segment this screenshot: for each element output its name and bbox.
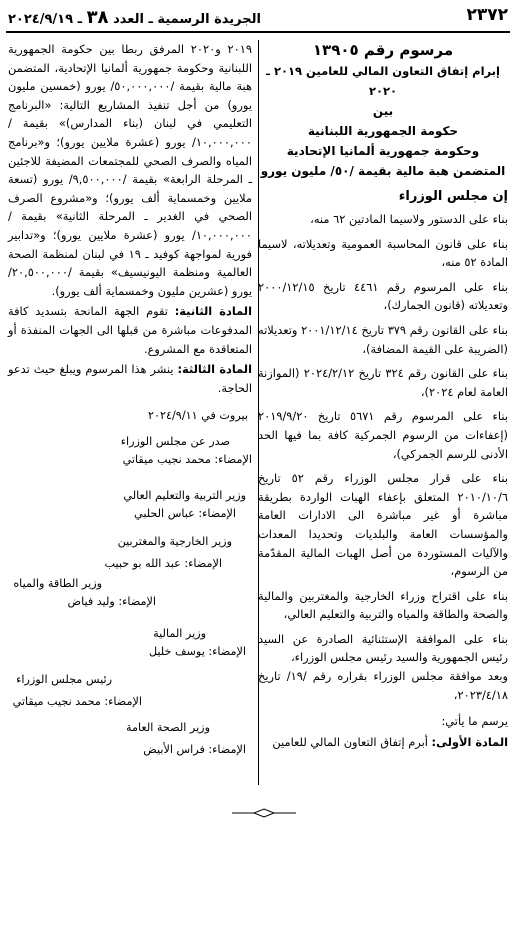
issuer-title: صدر عن مجلس الوزراء xyxy=(120,435,230,449)
left-column xyxy=(8,40,252,759)
article-two xyxy=(8,302,252,358)
article-three-label: المادة الثالثة: xyxy=(177,362,252,377)
decree-party-lebanon: حكومة الجمهورية اللبنانية xyxy=(307,124,459,138)
article-one-text: أبرم إتفاق التعاون المالي للعامين xyxy=(272,734,428,749)
article-one-label: المادة الأولى: xyxy=(431,734,508,749)
preamble-paragraph: بناء على الدستور ولاسيما المادتين ٦٢ منه، xyxy=(310,212,508,226)
council-heading: إن مجلس الوزراء xyxy=(398,189,508,204)
preamble xyxy=(258,210,508,704)
column-divider xyxy=(258,40,259,785)
preamble-paragraph: وبعد موافقة مجلس الوزراء بقراره رقم /١٩/ تاريخ ٢٠٢٣/٤/١٨، xyxy=(258,669,508,702)
decree-between: بين xyxy=(372,104,394,118)
preamble-paragraph: بناء على اقتراح وزراء الخارجية والمغتربين والمالية والصحة والطاقة والمياه والتربية والتعليم العالي، xyxy=(258,588,508,622)
header-rule xyxy=(6,31,510,33)
preamble-paragraph: بناء على المرسوم رقم ٤٤٦١ تاريخ ٢٠٠٠/١٢/١٥ وتعديلاته (قانون الجمارك)، xyxy=(258,279,508,313)
minister-signature-name: الإمضاء: محمد نجيب ميقاتي xyxy=(12,695,142,709)
gazette-page xyxy=(6,4,510,930)
minister-signature-name: الإمضاء: وليد فياض xyxy=(67,595,156,609)
minister-title: وزير الصحة العامة xyxy=(126,721,210,735)
minister-signature-name: الإمضاء: عبد الله بو حبيب xyxy=(104,557,222,571)
article-one-continuation: ٢٠١٩ و٢٠٢٠ المرفق ربطا بين حكومة الجمهورية اللبنانية وحكومة جمهورية ألمانيا الإتحادية، المتضمن هبة مالية بقيمة /٥٠,٠٠٠,٠٠٠/ يورو (خمسين مليون يورو) من أجل تنفيذ المشاريع التالية: «البرنامج التعليمي في لبنان (بناء المدارس)» بقيمة /١٠,٠٠٠,٠٠٠/ يورو (عشرة ملايين يورو)؛ و«برنامج المياه والصرف الصحي للمجتمعات المضيفة للاجئين ـ المرحلة الرابعة» بقيمة /٩,٥٠٠,٠٠٠/ يورو (تسعة ملايين وخمسماية ألف يورو)؛ و«مشروع الصرف الصحي في الغدير ـ المرحلة الثانية» بقيمة /١٠,٠٠٠,٠٠٠/ يورو (عشرة ملايين يورو)؛ و«تدابير فورية لمواجهة كوفيد ـ ١٩ في لبنان لمنظمة الصحة العالمية ومنظمة اليونيسيف» بقيمة /٢٠,٥٠٠,٠٠٠/ يورو (عشرين مليون وخمسماية ألف يورو). xyxy=(8,42,252,298)
issue-date: ـ ٢٠٢٤/٩/١٩ xyxy=(8,12,83,27)
preamble-paragraph: بناء على الموافقة الإستثنائية الصادرة عن السيد رئيس الجمهورية والسيد رئيس مجلس الوزراء، xyxy=(258,631,508,665)
minister-signature xyxy=(8,671,252,711)
decree-title: مرسوم رقم ١٣٩٠٥ xyxy=(312,41,454,59)
gazette-running-title xyxy=(8,7,261,28)
minister-title: وزير المالية xyxy=(153,627,206,641)
page-number: ٢٣٧٢ xyxy=(466,5,508,25)
page-header xyxy=(6,4,510,30)
minister-title: رئيس مجلس الوزراء xyxy=(16,673,112,687)
article-two-label: المادة الثانية: xyxy=(174,304,252,319)
preamble-paragraph: بناء على القانون رقم ٣٧٩ تاريخ ٢٠٠١/١٢/١٤ وتعديلاته (الضريبة على القيمة المضافة)، xyxy=(258,322,509,356)
minister-signature xyxy=(8,625,252,661)
issue-number: ٣٨ xyxy=(86,7,109,28)
article-three-text: ينشر هذا المرسوم ويبلغ حيث تدعو الحاجة. xyxy=(8,362,252,395)
minister-title: وزير الطاقة والمياه xyxy=(13,577,102,591)
minister-signature xyxy=(8,593,252,611)
right-column xyxy=(258,40,508,751)
minister-signature xyxy=(8,719,252,759)
end-ornament-icon xyxy=(232,808,296,818)
minister-signature xyxy=(8,487,252,523)
minister-signature xyxy=(8,533,252,573)
place-date: بيروت في ٢٠٢٤/٩/١١ xyxy=(148,409,248,423)
preamble-paragraph: بناء على قانون المحاسبة العمومية وتعديلاته، لاسيما المادة ٥٢ منه، xyxy=(258,236,508,270)
minister-signature-name: الإمضاء: يوسف خليل xyxy=(148,645,246,659)
minister-title: وزير الخارجية والمغتربين xyxy=(117,535,232,549)
issuer-signature: الإمضاء: محمد نجيب ميقاتي xyxy=(122,453,252,467)
issuer-block xyxy=(8,433,252,469)
article-three xyxy=(8,360,252,397)
article-two-text: تقوم الجهة المانحة بتسديد كافة المدفوعات مباشرة من قبلها الى الجهات المنفذة أو المتعاقدة مع المشروع. xyxy=(8,304,252,356)
minister-signature-name: الإمضاء: عباس الحلبي xyxy=(134,507,236,521)
decides-line: يرسم ما يأتي: xyxy=(441,714,508,729)
preamble-paragraph: بناء على قرار مجلس الوزراء رقم ٥٢ تاريخ ٢٠١٠/١٠/٦ المتعلق بإعفاء الهبات الواردة بطريقة مباشرة أو غير مباشرة الى الادارات العامة والمؤسسات العامة والبلديات وتحديدا المعدات والآليات المستوردة من أصل الهبات المالية المقدّمة من الرسوم، xyxy=(258,471,508,579)
gazette-name: الجريدة الرسمية ـ العدد xyxy=(113,12,261,27)
decree-party-germany: وحكومة جمهورية ألمانيا الإتحادية xyxy=(286,144,480,158)
decree-grant-amount: المتضمن هبة مالية بقيمة /٥٠/ مليون يورو xyxy=(260,164,506,178)
preamble-paragraph: بناء على القانون رقم ٣٢٤ تاريخ ٢٠٢٤/٢/١٢ (الموازنة العامة لعام ٢٠٢٤)، xyxy=(258,366,508,399)
decree-subject: إبرام إتفاق التعاون المالي للعامين ٢٠١٩ ـ ٢٠٢٠ xyxy=(266,64,500,98)
minister-signature xyxy=(8,575,252,593)
preamble-paragraph: بناء على المرسوم رقم ٥٦٧١ تاريخ ٢٠١٩/٩/٢٠ (إعفاءات من الرسوم الجمركية كافة بما فيها الحد الأدنى للرسم الجمركي)، xyxy=(258,409,508,461)
minister-title: وزير التربية والتعليم العالي xyxy=(123,489,246,503)
article-one xyxy=(258,733,508,752)
minister-signature-name: الإمضاء: فراس الأبيض xyxy=(143,743,246,757)
